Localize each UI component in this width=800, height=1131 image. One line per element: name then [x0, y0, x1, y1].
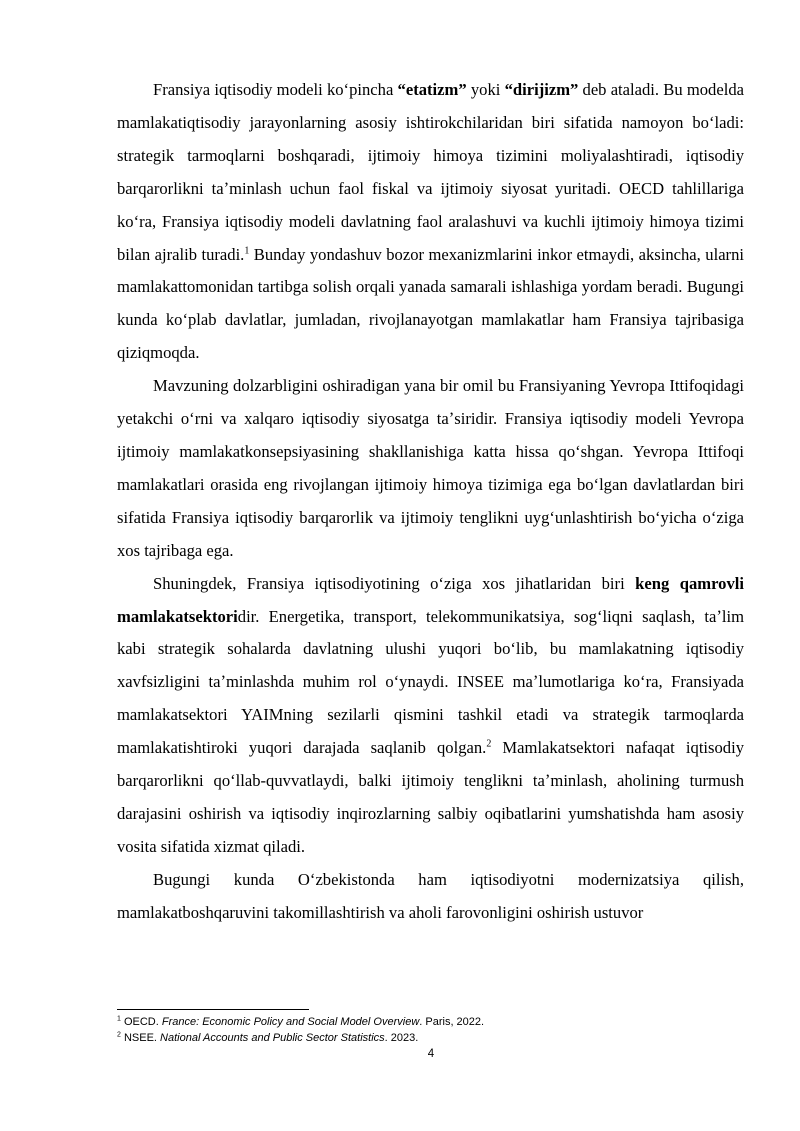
footnote-1 [117, 1014, 744, 1030]
paragraph-text: Mamlakatsektori nafaqat iqtisodiy barqarorlikni qoʻllab-quvvatlaydi, balki ijtimoiy tenglikni taʼminlash, aholining turmush darajasini oshirish va iqtisodiy inqirozlarning salbiy oqibatlarini yumshatishda ham asosiy vosita sifatida xizmat qiladi. [117, 738, 744, 856]
paragraph-text: Bugungi kunda Oʻzbekistonda ham iqtisodiyotni modernizatsiya qilish, mamlakatboshqaruvini takomillashtirish va aholi farovonligini oshirish ustuvor [117, 869, 744, 922]
footnote-author: NSEE. [123, 1032, 161, 1044]
footnote-title: France: Economic Policy and Social Model Overview [161, 1016, 420, 1028]
footnote-details: . 2023. [384, 1032, 419, 1044]
paragraph-3 [117, 568, 744, 864]
paragraph-4 [117, 864, 744, 930]
footnotes [117, 1014, 744, 1046]
footnote-details: . Paris, 2022. [419, 1016, 485, 1028]
term-public-sector: keng qamrovli mamlakatsektori [117, 573, 744, 626]
paragraph-text: Fransiya iqtisodiy modeli koʻpincha [153, 80, 398, 99]
footnote-ref-1[interactable]: 1 [244, 245, 250, 256]
footnote-number: 1 [117, 1015, 121, 1023]
footnote-ref-2[interactable]: 2 [486, 738, 492, 750]
body-text [117, 74, 744, 930]
paragraph-text: Mavzuning dolzarbligini oshiradigan yana bir omil bu Fransiyaning Yevropa Ittifoqidagi yetakchi oʻrni va xalqaro iqtisodiy siyosatga taʼsiridir. Fransiya iqtisodiy modeli Yevropa ijtimoiy mamlakatkonsepsiyasining shakllanishiga katta hissa qoʻshgan. Yevropa Ittifoqi mamlakatlari orasida eng rivojlangan ijtimoiy himoya tizimiga ega boʻlgan davlatlardan biri sifatida Fransiya iqtisodiy barqarorlik va ijtimoiy tenglikni uygʻunlashtirish boʻyicha oʻziga xos tajribaga ega. [117, 376, 744, 560]
paragraph-1 [117, 74, 744, 370]
paragraph-text: yoki [466, 80, 505, 99]
paragraph-text: Bunday yondashuv bozor mexanizmlarini inkor etmaydi, aksincha, ularni mamlakattomonidan tartibga solish orqali yanada samarali ishlashiga yordam beradi. Bugungi kunda koʻplab davlatlar, jumladan, rivojlanayotgan mamlakatlar ham Fransiya tajribasiga qiziqmoqda. [117, 244, 744, 363]
footnote-title: National Accounts and Public Sector Statistics [160, 1032, 385, 1044]
paragraph-2 [117, 370, 744, 567]
paragraph-text: deb ataladi. Bu modelda mamlakatiqtisodiy jarayonlarning asosiy ishtirokchilaridan biri sifatida namoyon boʻladi: strategik tarmoqlarni boshqaradi, ijtimoiy himoya tizimini moliyalashtiradi, iqtisodiy barqarorlikni taʼminlash uchun faol fiskal va ijtimoiy siyosat yuritadi. OECD tahlillariga koʻra, Fransiya iqtisodiy modeli davlatning faol aralashuvi va kuchli ijtimoiy himoya tizimi bilan ajralib turadi. [117, 80, 744, 264]
term-dirijizm: “dirijizm” [504, 80, 579, 99]
footnote-number: 2 [117, 1031, 121, 1039]
footnote-separator [117, 1009, 309, 1010]
footnote-2 [117, 1030, 744, 1046]
paragraph-text: dir. Energetika, transport, telekommunikatsiya, sogʻliqni saqlash, taʼlim kabi strategik sohalarda davlatning ulushi yuqori boʻlib, bu mamlakatning iqtisodiy xavfsizligini taʼminlashda muhim rol oʻynaydi. INSEE maʼlumotlariga koʻra, Fransiyada mamlakatsektori YAIMning sezilarli qismini tashkil etadi va strategik tarmoqlarda mamlakatishtiroki yuqori darajada saqlanib qolgan. [117, 606, 744, 758]
footnote-author: OECD. [123, 1016, 162, 1028]
paragraph-text: Shuningdek, Fransiya iqtisodiyotining oʻziga xos jihatlaridan biri [153, 573, 636, 593]
page-number: 4 [427, 1048, 435, 1060]
term-etatizm: “etatizm” [397, 80, 467, 99]
